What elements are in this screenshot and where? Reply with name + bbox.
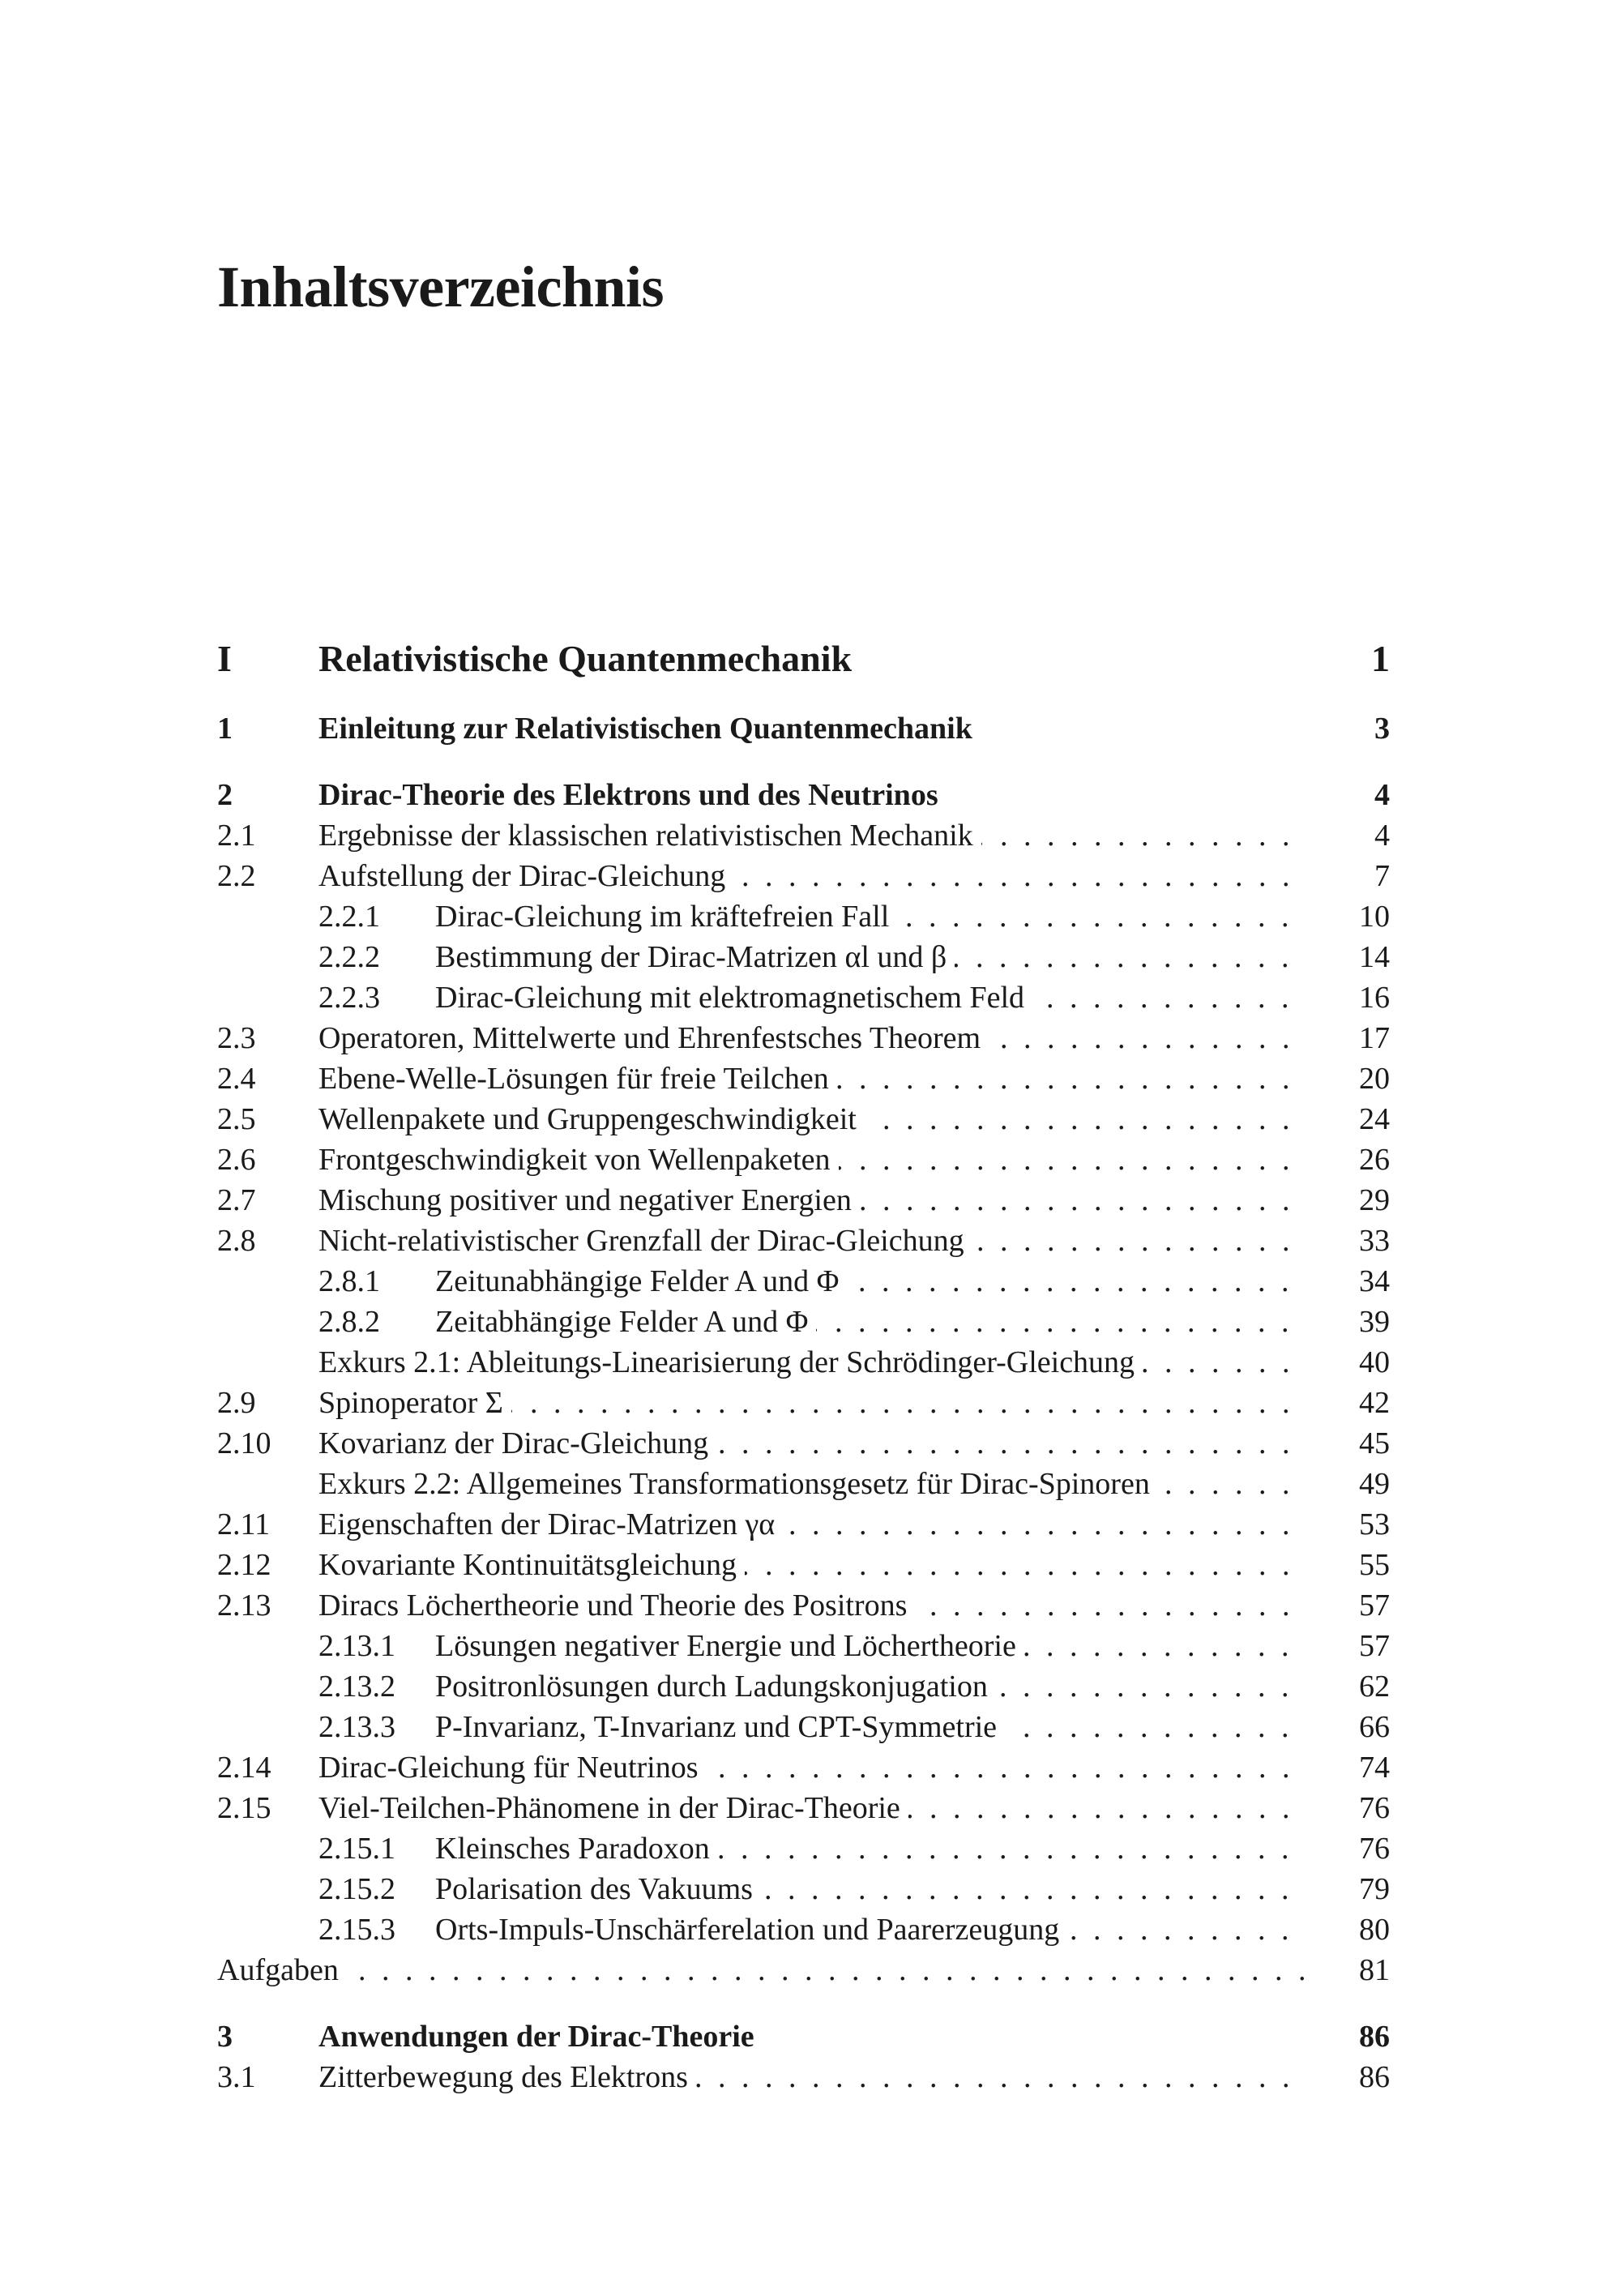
toc-entry[interactable] [217, 977, 1390, 1018]
entry-title: . . . Ergebnisse der klassischen relativistischen Mechanik [318, 815, 1305, 856]
toc-entries [217, 815, 1390, 1950]
entry-number: 2.8.1 [318, 1264, 380, 1298]
entry-number: 2.8.2 [318, 1305, 380, 1339]
entry-number: 2.1 [217, 819, 256, 853]
entry-page: 79 [1359, 1872, 1390, 1906]
entry-page: 74 [1359, 1751, 1390, 1785]
toc-entry[interactable] [217, 1828, 1390, 1869]
entry-page: 40 [1359, 1345, 1390, 1379]
entry-page: 29 [1359, 1183, 1390, 1217]
entry-page: 76 [1359, 1791, 1390, 1825]
toc-entry[interactable] [217, 1909, 1390, 1950]
entry-page: 57 [1359, 1629, 1390, 1663]
entry-number: 2.2.3 [318, 981, 380, 1015]
entry-title: . . . Orts-Impuls-Unschärferelation und Paarerzeugung [435, 1909, 1305, 1950]
entry-number: 2.4 [217, 1062, 256, 1096]
chapter-number: 3 [217, 2020, 233, 2054]
toc-entry[interactable] [217, 1342, 1390, 1383]
toc-entry[interactable] [217, 1099, 1390, 1139]
toc-entry[interactable] [217, 1504, 1390, 1545]
toc-entry[interactable] [217, 2057, 1390, 2097]
toc-entry[interactable] [217, 1383, 1390, 1423]
entry-page: 20 [1359, 1062, 1390, 1096]
entry-number: 2.2.2 [318, 940, 380, 974]
toc-entry[interactable] [217, 937, 1390, 977]
chapter-number: 1 [217, 712, 233, 746]
entry-number: 3.1 [217, 2060, 256, 2094]
entry-page: 53 [1359, 1507, 1390, 1541]
entry-title: . . . Zeitabhängige Felder A und Φ [435, 1302, 1305, 1342]
entry-title: . . . Kleinsches Paradoxon [435, 1828, 1305, 1869]
entry-number: 2.13.1 [318, 1629, 395, 1663]
toc-entry[interactable] [217, 1626, 1390, 1666]
entry-title: . . . Exkurs 2.2: Allgemeines Transformationsgesetz für Dirac-Spinoren [318, 1464, 1305, 1504]
chapter-page: 4 [1374, 778, 1390, 812]
toc-entry[interactable] [217, 1747, 1390, 1788]
entry-page: 34 [1359, 1264, 1390, 1298]
entry-title: . . . Polarisation des Vakuums [435, 1869, 1305, 1909]
entry-title: . . . Positronlösungen durch Ladungskonjugation [435, 1666, 1305, 1707]
chapter-title: Dirac-Theorie des Elektrons und des Neutrinos [318, 778, 938, 812]
toc-entry[interactable] [217, 1058, 1390, 1099]
entry-title: . . . Zitterbewegung des Elektrons [318, 2057, 1305, 2097]
entry-number: 2.11 [217, 1507, 271, 1541]
entry-title: . . . P-Invarianz, T-Invarianz und CPT-Symmetrie [435, 1707, 1305, 1747]
entry-number: 2.12 [217, 1548, 271, 1582]
entry-title: . . . Dirac-Gleichung mit elektromagnetischem Feld [435, 977, 1305, 1018]
toc-entry[interactable] [217, 1666, 1390, 1707]
entry-page: 24 [1359, 1102, 1390, 1136]
entry-title: . . . Wellenpakete und Gruppengeschwindigkeit [318, 1099, 1305, 1139]
entry-page: 66 [1359, 1710, 1390, 1744]
entry-page: 10 [1359, 900, 1390, 934]
chapter-title: Einleitung zur Relativistischen Quantenmechanik [318, 712, 972, 746]
toc-entry[interactable] [217, 1585, 1390, 1626]
toc-entry[interactable] [217, 1788, 1390, 1828]
entry-number: 2.7 [217, 1183, 256, 1217]
toc-chapter-3[interactable] [217, 2016, 1390, 2057]
entry-number: 2.10 [217, 1426, 271, 1460]
entry-page: 33 [1359, 1224, 1390, 1258]
entry-title: . . . Kovariante Kontinuitätsgleichung [318, 1545, 1305, 1585]
entry-title: . . . Aufstellung der Dirac-Gleichung [318, 856, 1305, 896]
entry-page: 57 [1359, 1588, 1390, 1623]
entry-number: 2.5 [217, 1102, 256, 1136]
toc-entry[interactable] [217, 896, 1390, 937]
chapter-title: Anwendungen der Dirac-Theorie [318, 2020, 754, 2054]
entry-number: 2.15.1 [318, 1832, 395, 1866]
entry-page: 76 [1359, 1832, 1390, 1866]
table-of-contents [217, 631, 1390, 2097]
entry-number: 2.6 [217, 1143, 256, 1177]
entry-number: 2.13 [217, 1588, 271, 1623]
toc-chapter-2[interactable] [217, 775, 1390, 815]
entry-title: . . . Frontgeschwindigkeit von Wellenpaketen [318, 1139, 1305, 1180]
entry-page: 17 [1359, 1021, 1390, 1055]
part-title: Relativistische Quantenmechanik [318, 638, 853, 679]
entry-page: 55 [1359, 1548, 1390, 1582]
entry-title: . . . Bestimmung der Dirac-Matrizen αl und β [435, 937, 1305, 977]
toc-entry[interactable] [217, 1302, 1390, 1342]
entry-title: . . . Lösungen negativer Energie und Löchertheorie [435, 1626, 1305, 1666]
toc-entry[interactable] [217, 856, 1390, 896]
entry-title: . . . Dirac-Gleichung für Neutrinos [318, 1747, 1305, 1788]
entry-title: . . . Zeitunabhängige Felder A und Φ [435, 1261, 1305, 1302]
page-title: Inhaltsverzeichnis [217, 254, 665, 319]
chapter-number: 2 [217, 778, 233, 812]
entry-page: 14 [1359, 940, 1390, 974]
entry-number: 2.15 [217, 1791, 271, 1825]
entry-title: . . . Viel-Teilchen-Phänomene in der Dirac-Theorie [318, 1788, 1305, 1828]
exercises-title: . . . Aufgaben [217, 1950, 1305, 1990]
entry-title: . . . Mischung positiver und negativer Energien [318, 1180, 1305, 1221]
entry-title: . . . Operatoren, Mittelwerte und Ehrenfestsches Theorem [318, 1018, 1305, 1058]
part-page: 1 [1371, 638, 1390, 679]
entry-page: 62 [1359, 1670, 1390, 1704]
toc-entry[interactable] [217, 1707, 1390, 1747]
entry-number: 2.2.1 [318, 900, 380, 934]
entry-number: 2.15.2 [318, 1872, 395, 1906]
entry-title: . . . Diracs Löchertheorie und Theorie des Positrons [318, 1585, 1305, 1626]
toc-chapter-1[interactable] [217, 708, 1390, 749]
entry-page: 39 [1359, 1305, 1390, 1339]
entry-page: 7 [1374, 859, 1390, 893]
toc-entry[interactable] [217, 1464, 1390, 1504]
entry-number: 2.8 [217, 1224, 256, 1258]
entry-page: 26 [1359, 1143, 1390, 1177]
toc-entry[interactable] [217, 1261, 1390, 1302]
entry-title: . . . Spinoperator Σ [318, 1383, 1305, 1423]
entry-title: . . . Kovarianz der Dirac-Gleichung [318, 1423, 1305, 1464]
entry-page: 16 [1359, 981, 1390, 1015]
toc-part-1[interactable] [217, 631, 1390, 687]
entry-number: 2.13.2 [318, 1670, 395, 1704]
toc-entry[interactable] [217, 815, 1390, 856]
entry-page: 4 [1374, 819, 1390, 853]
entry-page: 49 [1359, 1467, 1390, 1501]
chapter-page: 86 [1359, 2020, 1390, 2054]
toc-exercises[interactable] [217, 1950, 1390, 1990]
entry-number: 2.13.3 [318, 1710, 395, 1744]
entry-title: . . . Exkurs 2.1: Ableitungs-Linearisierung der Schrödinger-Gleichung [318, 1342, 1305, 1383]
entry-title: . . . Dirac-Gleichung im kräftefreien Fall [435, 896, 1305, 937]
entry-page: 42 [1359, 1386, 1390, 1420]
entry-title: . . . Nicht-relativistischer Grenzfall der Dirac-Gleichung [318, 1221, 1305, 1261]
entry-number: 2.2 [217, 859, 256, 893]
entry-page: 45 [1359, 1426, 1390, 1460]
entry-number: 2.15.3 [318, 1913, 395, 1947]
toc-entry[interactable] [217, 1139, 1390, 1180]
exercises-page: 81 [1359, 1953, 1390, 1987]
entry-number: 2.9 [217, 1386, 256, 1420]
entry-title: . . . Ebene-Welle-Lösungen für freie Teilchen [318, 1058, 1305, 1099]
toc-entry[interactable] [217, 1180, 1390, 1221]
part-number: I [217, 638, 232, 679]
toc-entry[interactable] [217, 1018, 1390, 1058]
chapter-page: 3 [1374, 712, 1390, 746]
toc-entry[interactable] [217, 1545, 1390, 1585]
entry-number: 2.3 [217, 1021, 256, 1055]
toc-entry[interactable] [217, 1869, 1390, 1909]
entry-number: 2.14 [217, 1751, 271, 1785]
toc-entry[interactable] [217, 1423, 1390, 1464]
entry-page: 80 [1359, 1913, 1390, 1947]
entry-page: 86 [1359, 2060, 1390, 2094]
entry-title: . . . Eigenschaften der Dirac-Matrizen γα [318, 1504, 1305, 1545]
toc-entry[interactable] [217, 1221, 1390, 1261]
